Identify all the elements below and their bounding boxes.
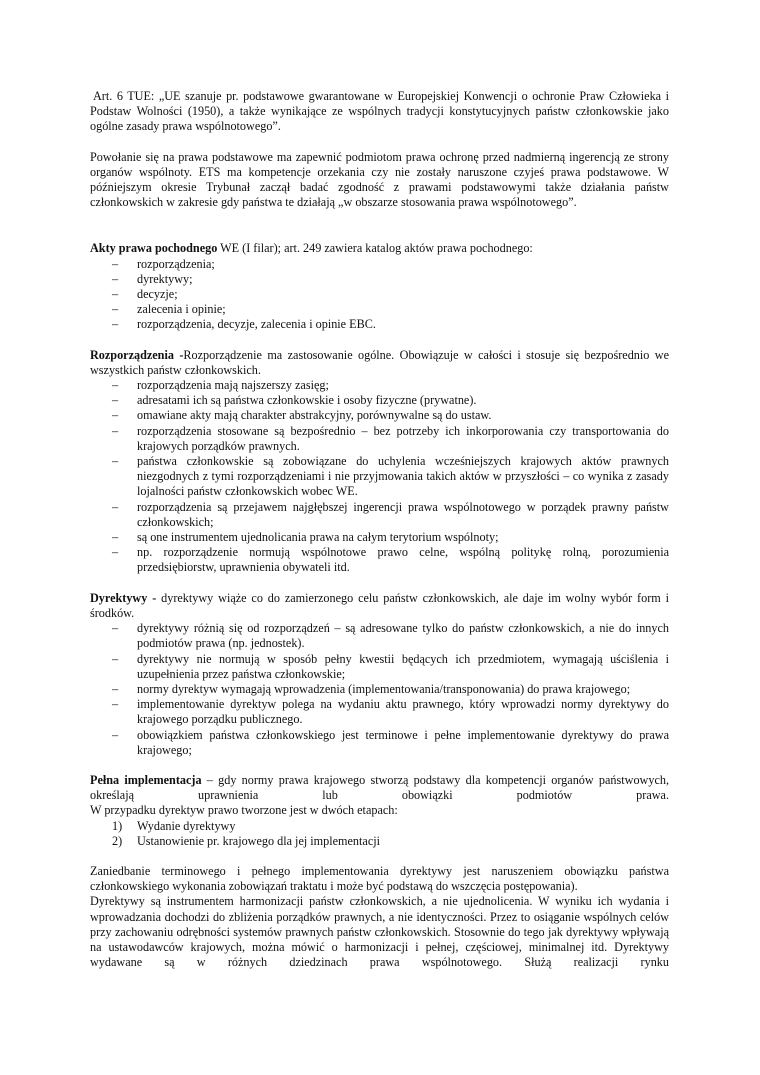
list-item: – zalecenia i opinie; — [90, 302, 669, 317]
list-item: – implementowanie dyrektyw polega na wydaniu aktu prawnego, który wprowadzi normy dyrektywy do krajowego porządku publicznego. — [90, 697, 669, 727]
list-item: – omawiane akty mają charakter abstrakcyjny, porównywalne są do ustaw. — [90, 408, 669, 423]
list-item: – adresatami ich są państwa członkowskie i osoby fizyczne (prywatne). — [90, 393, 669, 408]
step-number: 2) — [112, 833, 123, 848]
step-text: Wydanie dyrektywy — [137, 818, 236, 833]
list-item: – dyrektywy nie normują w sposób pełny kwestii będących ich przedmiotem, wymagają uściślenia i uzupełnienia przez państwa członkowskie; — [90, 652, 669, 682]
list-item: – rozporządzenia mają najszerszy zasięg; — [90, 378, 669, 393]
implementacja-intro-text: – gdy normy prawa krajowego stworzą podstawy dla kompetencji organów państwowych, określają uprawnienia lub obowiązki podmiotów prawa. — [90, 772, 669, 803]
document-page — [90, 89, 669, 970]
step-number: 1) — [112, 818, 123, 833]
rozporzadzenia-section-intro — [90, 348, 669, 378]
list-item: – obowiązkiem państwa członkowskiego jest terminowe i pełne implementowanie dyrektywy do prawa krajowego; — [90, 728, 669, 758]
etapy-list — [90, 819, 669, 849]
list-item: – rozporządzenia są przejawem najgłębszej ingerencji prawa wspólnotowego w porządek prawny państw członkowskich; — [90, 500, 669, 530]
rozporzadzenia-list — [90, 378, 669, 576]
dyrektywy-section-intro — [90, 591, 669, 621]
list-item: – dyrektywy różnią się od rozporządzeń – są adresowane tylko do państw członkowskich, a nie do innych podmiotów prawa (np. jednostek). — [90, 621, 669, 651]
list-item: – np. rozporządzenie normują wspólnotowe prawo celne, wspólną politykę rolną, porozumienia przedsiębiorstw, uprawnienia obywateli itd. — [90, 545, 669, 575]
list-item: – rozporządzenia; — [90, 257, 669, 272]
implementacja-section-intro — [90, 773, 669, 803]
prawa-podstawowe-paragraph: Powołanie się na prawa podstawowe ma zapewnić podmiotom prawa ochronę przed nadmierną ingerencją ze strony organów wspólnoty. ETS ma kompetencje orzekania czy nie zostały naruszone czyjeś prawa podstawowe. W późniejszym okresie Trybunał zaczął badać zgodność z prawami podstawowymi także działania państw członkowskich w zakresie gdy państwa te działają „w obszarze stosowania prawa wspólnotowego”. — [90, 149, 669, 210]
rozporzadzenia-heading: Rozporządzenia - — [90, 347, 184, 362]
list-item: – normy dyrektyw wymagają wprowadzenia (implementowania/transponowania) do prawa krajowego; — [90, 682, 669, 697]
list-item: – są one instrumentem ujednolicania prawa na całym terytorium wspólnoty; — [90, 530, 669, 545]
akty-heading: Akty prawa pochodnego — [90, 241, 218, 256]
list-item: – państwa członkowskie są zobowiązane do uchylenia wcześniejszych krajowych aktów prawnych niezgodnych z tymi rozporządzeniami i nie przyjmowania takich aktów w przyszłości – co wynika z zasady lojalności państw członkowskich wobec WE. — [90, 454, 669, 500]
akty-list — [90, 257, 669, 333]
list-item: – dyrektywy; — [90, 272, 669, 287]
implementacja-line2: W przypadku dyrektyw prawo tworzone jest w dwóch etapach: — [90, 803, 398, 818]
akty-section-intro — [90, 241, 669, 256]
list-item — [90, 834, 669, 849]
list-item: – rozporządzenia, decyzje, zalecenia i opinie EBC. — [90, 317, 669, 332]
list-item — [90, 819, 669, 834]
list-item: – rozporządzenia stosowane są bezpośrednio – bez potrzeby ich inkorporowania czy transportowania do krajowych porządków prawnych. — [90, 424, 669, 454]
harmonizacja-paragraph: Dyrektywy są instrumentem harmonizacji państw członkowskich, a nie ujednolicenia. W wyniku ich wydania i wprowadzania dochodzi do zbliżenia porządków prawnych, a nie identyczności. Przez to osiąganie wspólnych celów przy zachowaniu odrębności systemów prawnych państw członkowskich. Stosownie do tego jak dyrektywy wpływają na ustawodawców krajowych, można mówić o harmonizacji i pełnej, częściowej, minimalnej itd. Dyrektywy wydawane są w różnych dziedzinach prawa wspólnotowego. Służą realizacji rynku — [90, 894, 669, 970]
art6-paragraph: Art. 6 TUE: „UE szanuje pr. podstawowe gwarantowane w Europejskiej Konwencji o ochronie Praw Człowieka i Podstaw Wolności (1950), a także wynikające ze wspólnych tradycji konstytucyjnych państw członkowskie jako ogólne zasady prawa wspólnotowego”. — [90, 89, 669, 134]
dyrektywy-list — [90, 621, 669, 758]
dyrektywy-heading: Dyrektywy - — [90, 590, 157, 605]
rozporzadzenia-intro-text: Rozporządzenie ma zastosowanie ogólne. Obowiązuje w całości i stosuje się bezpośrednio we wszystkich państw członkowskich. — [90, 347, 669, 377]
akty-intro-text: WE (I filar); art. 249 zawiera katalog aktów prawa pochodnego: — [217, 241, 533, 256]
dyrektywy-intro-text: dyrektywy wiąże co do zamierzonego celu państw członkowskich, ale daje im wolny wybór form i środków. — [90, 590, 669, 620]
list-item: – decyzje; — [90, 287, 669, 302]
implementacja-heading: Pełna implementacja — [90, 772, 202, 787]
zaniedbanie-paragraph: Zaniedbanie terminowego i pełnego implementowania dyrektywy jest naruszeniem obowiązku państwa członkowskiego wykonania zobowiązań traktatu i może być podstawą do wszczęcia postępowania). — [90, 863, 669, 894]
step-text: Ustanowienie pr. krajowego dla jej implementacji — [137, 833, 380, 848]
